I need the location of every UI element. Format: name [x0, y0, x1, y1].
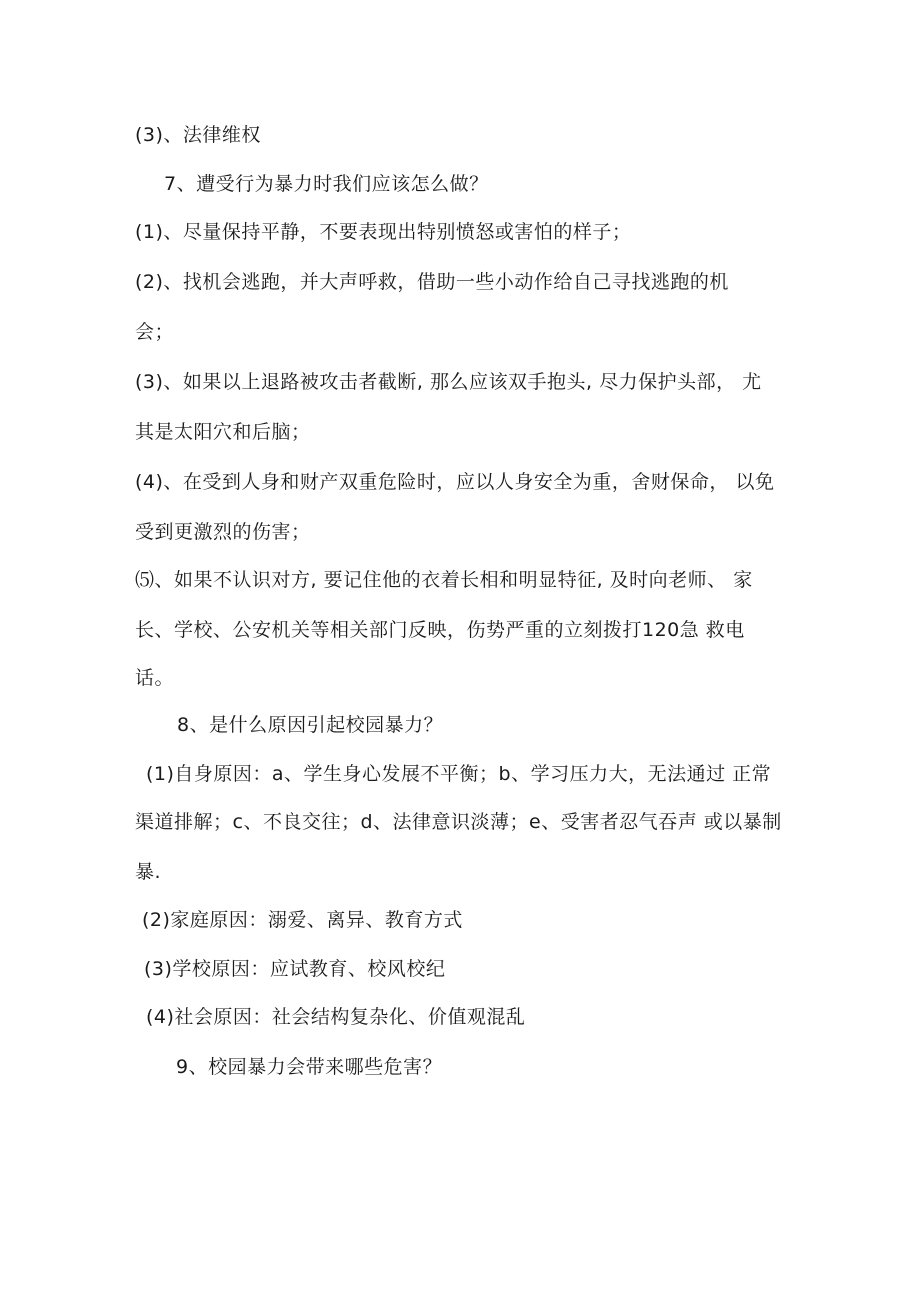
q7-item-5-line-1: ⑸、如果不认识对方, 要记住他的衣着长相和明显特征, 及时向老师、 家: [135, 569, 753, 591]
q7-item-5-line-2: 长、学校、公安机关等相关部门反映，伤势严重的立刻拨打120急 救电: [135, 619, 745, 641]
q8-item-2: (2)家庭原因：溺爱、离异、教育方式: [142, 909, 463, 931]
q7-item-4-line-1: (4)、在受到人身和财产双重危险时，应以人身安全为重，舍财保命， 以免: [135, 471, 775, 493]
heading-q9: 9、校园暴力会带来哪些危害？: [176, 1056, 443, 1078]
q8-item-1-line-2: 渠道排解；c、不良交往；d、法律意识淡薄；e、受害者忍气吞声 或以暴制: [135, 811, 782, 833]
q7-item-2-line-2: 会；: [135, 321, 175, 343]
q7-item-2-line-1: (2)、找机会逃跑，并大声呼救，借助一些小动作给自己寻找逃跑的机: [135, 271, 729, 293]
q7-item-3-line-2: 其是太阳穴和后脑；: [135, 421, 311, 443]
q8-item-4: (4)社会原因：社会结构复杂化、价值观混乱: [146, 1006, 526, 1028]
q8-item-3: (3)学校原因：应试教育、校风校纪: [144, 958, 446, 980]
heading-q8: 8、是什么原因引起校园暴力？: [177, 714, 444, 736]
q7-item-1: (1)、尽量保持平静，不要表现出特别愤怒或害怕的样子；: [135, 221, 632, 243]
q7-item-5-line-3: 话。: [135, 667, 175, 689]
item-3-legal-rights: (3)、法律维权: [135, 124, 261, 146]
q8-item-1-line-1: (1)自身原因：a、学生身心发展不平衡；b、学习压力大，无法通过 正常: [146, 763, 772, 785]
q8-item-1-line-3: 暴.: [135, 861, 162, 883]
q7-item-3-line-1: (3)、如果以上退路被攻击者截断, 那么应该双手抱头, 尽力保护头部， 尤: [135, 371, 762, 393]
heading-q7: 7、遭受行为暴力时我们应该怎么做？: [164, 173, 489, 195]
q7-item-4-line-2: 受到更激烈的伤害；: [135, 521, 311, 543]
